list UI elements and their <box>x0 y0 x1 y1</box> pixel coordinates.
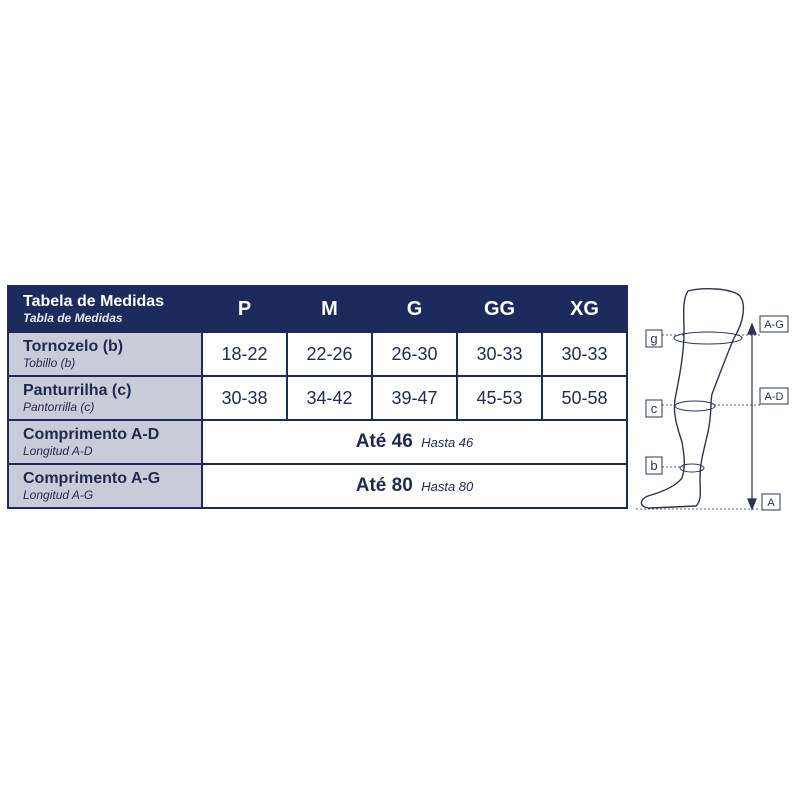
row-label-main: Tornozelo (b) <box>23 338 124 355</box>
length-ag-value-cell <box>202 464 627 508</box>
left-markers <box>646 330 662 474</box>
svg-text:c: c <box>650 401 658 416</box>
table-cell: 39-47 <box>372 376 457 420</box>
table-cell: 50-58 <box>542 376 627 420</box>
marker-ag-label <box>760 316 788 332</box>
svg-text:A-D: A-D <box>764 391 784 403</box>
svg-text:b: b <box>650 458 658 473</box>
marker-b-label <box>646 457 662 474</box>
svg-text:g: g <box>650 331 658 346</box>
length-ad-value-sub: Hasta 46 <box>421 435 474 450</box>
row-label-calf <box>8 376 202 420</box>
table-cell: 22-26 <box>287 332 372 376</box>
right-markers <box>760 316 788 510</box>
table-row-length-ag <box>8 464 627 508</box>
table-cell: 30-33 <box>457 332 542 376</box>
marker-g-label <box>646 330 662 347</box>
svg-text:A: A <box>767 497 775 509</box>
svg-text:A-G: A-G <box>764 319 784 331</box>
row-label-sub: Tobillo (b) <box>23 356 76 370</box>
table-row-ankle <box>8 332 627 376</box>
row-label-sub: Longitud A-G <box>23 488 94 502</box>
size-header-g: G <box>372 286 457 332</box>
length-ag-value: Até 80 <box>355 475 413 496</box>
header-row <box>8 286 627 332</box>
marker-a-label <box>762 494 780 510</box>
size-header-gg: GG <box>457 286 542 332</box>
row-label-main: Panturrilha (c) <box>23 382 132 399</box>
row-label-length-ad <box>8 420 202 464</box>
table-cell: 45-53 <box>457 376 542 420</box>
table-title: Tabela de Medidas <box>23 293 165 310</box>
table-row-calf <box>8 376 627 420</box>
table-cell: 18-22 <box>202 332 287 376</box>
row-label-sub: Pantorrilla (c) <box>23 400 95 414</box>
row-label-main: Comprimento A-G <box>23 470 161 487</box>
dimension-arrow <box>748 324 756 509</box>
leg-outline-icon <box>641 289 743 508</box>
row-label-ankle <box>8 332 202 376</box>
table-subtitle: Tabla de Medidas <box>23 311 123 325</box>
row-label-length-ag <box>8 464 202 508</box>
header-label-cell <box>8 286 202 332</box>
marker-c-label <box>646 400 662 417</box>
size-header-m: M <box>287 286 372 332</box>
size-header-p: P <box>202 286 287 332</box>
length-ad-value-cell <box>202 420 627 464</box>
marker-ad-label <box>760 388 788 404</box>
row-label-sub: Longitud A-D <box>23 444 93 458</box>
table-cell: 34-42 <box>287 376 372 420</box>
table-cell: 30-38 <box>202 376 287 420</box>
table-cell: 30-33 <box>542 332 627 376</box>
length-ad-value: Até 46 <box>355 431 413 452</box>
leg-measurement-diagram <box>632 282 792 522</box>
length-ag-value-sub: Hasta 80 <box>421 479 474 494</box>
table-cell: 26-30 <box>372 332 457 376</box>
size-chart-table <box>7 285 628 509</box>
table-row-length-ad <box>8 420 627 464</box>
size-header-xg: XG <box>542 286 627 332</box>
row-label-main: Comprimento A-D <box>23 426 160 443</box>
